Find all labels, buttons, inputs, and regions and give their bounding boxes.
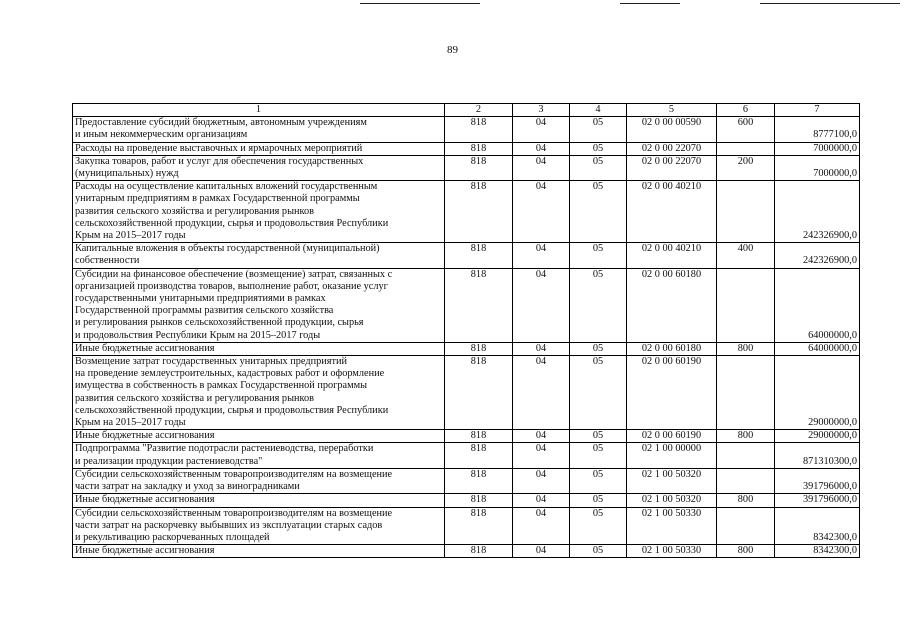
- row-name-line: Субсидии сельскохозяйственным товаропроизводителям на возмещение: [75, 468, 393, 480]
- table-row: [73, 430, 860, 443]
- header-col-3: 3: [513, 104, 570, 117]
- expense-type-cell: [717, 181, 775, 243]
- row-name-line: и иным некоммерческим организациям: [75, 129, 248, 141]
- section-code-cell: 04: [513, 443, 570, 468]
- page-number: 89: [447, 44, 458, 56]
- row-name-line: организацией производства товаров, выполнение работ, оказание услуг: [75, 280, 388, 292]
- section-code-cell: 04: [513, 545, 570, 558]
- row-name-line: Закупка товаров, работ и услуг для обеспечения государственных: [75, 155, 364, 167]
- table-row: [73, 117, 860, 142]
- row-name-line: Субсидии сельскохозяйственным товаропроизводителям на возмещение: [75, 507, 393, 519]
- budget-table: [72, 103, 860, 558]
- row-name-line: Иные бюджетные ассигнования: [75, 342, 215, 354]
- row-name-line: (муниципальных) нужд: [75, 168, 179, 180]
- table-row: [73, 268, 860, 342]
- scan-artifact-line-middle: [620, 3, 680, 4]
- subsection-code-cell: 05: [570, 342, 627, 355]
- expense-type-cell: [717, 507, 775, 545]
- expense-type-cell: 800: [717, 342, 775, 355]
- target-article-cell: 02 0 00 22070: [627, 142, 717, 155]
- row-name-line: развития сельского хозяйства и регулирования рынков: [75, 392, 314, 404]
- subsection-code-cell: 05: [570, 181, 627, 243]
- expense-type-cell: [717, 468, 775, 493]
- row-name-line: Субсидии на финансовое обеспечение (возмещение) затрат, связанных с: [75, 268, 393, 280]
- subsection-code-cell: 05: [570, 142, 627, 155]
- target-article-cell: 02 1 00 50330: [627, 545, 717, 558]
- row-name-line: Крым на 2015–2017 годы: [75, 230, 186, 242]
- row-name-cell: [73, 243, 445, 268]
- admin-code-cell: 818: [445, 443, 513, 468]
- section-code-cell: 04: [513, 430, 570, 443]
- section-code-cell: 04: [513, 494, 570, 507]
- section-code-cell: 04: [513, 117, 570, 142]
- row-name-line: на проведение землеустроительных, кадастровых работ и оформление: [75, 368, 385, 380]
- section-code-cell: 04: [513, 507, 570, 545]
- target-article-cell: 02 0 00 40210: [627, 181, 717, 243]
- section-code-cell: 04: [513, 268, 570, 342]
- target-article-cell: 02 1 00 50330: [627, 507, 717, 545]
- subsection-code-cell: 05: [570, 494, 627, 507]
- header-col-1: 1: [73, 104, 445, 117]
- row-name-cell: [73, 356, 445, 430]
- table-row: [73, 468, 860, 493]
- expense-type-cell: 800: [717, 430, 775, 443]
- row-name-cell: [73, 507, 445, 545]
- row-name-cell: [73, 342, 445, 355]
- subsection-code-cell: 05: [570, 430, 627, 443]
- row-name-line: сельскохозяйственной продукции, сырья и продовольствия Республики: [75, 404, 389, 416]
- table-row: [73, 356, 860, 430]
- section-code-cell: 04: [513, 142, 570, 155]
- row-name-line: Иные бюджетные ассигнования: [75, 430, 215, 442]
- expense-type-cell: 800: [717, 545, 775, 558]
- target-article-cell: 02 1 00 00000: [627, 443, 717, 468]
- row-name-line: и рекультивацию раскорчеванных площадей: [75, 531, 270, 543]
- row-name-line: имущества в собственность в рамках Государственной программы: [75, 380, 368, 392]
- row-name-cell: [73, 494, 445, 507]
- row-name-cell: [73, 155, 445, 180]
- amount-cell: 391796000,0: [775, 468, 860, 493]
- row-name-line: Предоставление субсидий бюджетным, автономным учреждениям: [75, 117, 367, 129]
- table-row: [73, 342, 860, 355]
- expense-type-cell: 200: [717, 155, 775, 180]
- header-col-5: 5: [627, 104, 717, 117]
- subsection-code-cell: 05: [570, 117, 627, 142]
- table-row: [73, 142, 860, 155]
- table-row: [73, 181, 860, 243]
- subsection-code-cell: 05: [570, 268, 627, 342]
- target-article-cell: 02 0 00 60180: [627, 268, 717, 342]
- expense-type-cell: 600: [717, 117, 775, 142]
- amount-cell: 8342300,0: [775, 545, 860, 558]
- subsection-code-cell: 05: [570, 545, 627, 558]
- admin-code-cell: 818: [445, 468, 513, 493]
- amount-cell: 8342300,0: [775, 507, 860, 545]
- row-name-line: Иные бюджетные ассигнования: [75, 494, 215, 506]
- section-code-cell: 04: [513, 181, 570, 243]
- table-row: [73, 545, 860, 558]
- row-name-line: унитарным предприятиям в рамках Государственной программы: [75, 193, 360, 205]
- admin-code-cell: 818: [445, 507, 513, 545]
- section-code-cell: 04: [513, 468, 570, 493]
- amount-cell: 8777100,0: [775, 117, 860, 142]
- row-name-line: государственными унитарными предприятиями в рамках: [75, 293, 326, 305]
- row-name-line: части затрат на раскорчевку выбывших из эксплуатации старых садов: [75, 519, 383, 531]
- admin-code-cell: 818: [445, 142, 513, 155]
- row-name-cell: [73, 117, 445, 142]
- amount-cell: 64000000,0: [775, 342, 860, 355]
- row-name-line: Государственной программы развития сельского хозяйства: [75, 305, 334, 317]
- target-article-cell: 02 1 00 50320: [627, 468, 717, 493]
- row-name-cell: [73, 268, 445, 342]
- admin-code-cell: 818: [445, 342, 513, 355]
- target-article-cell: 02 0 00 22070: [627, 155, 717, 180]
- amount-cell: 7000000,0: [775, 155, 860, 180]
- expense-type-cell: 800: [717, 494, 775, 507]
- row-name-line: и регулирования рынков сельскохозяйственной продукции, сырья: [75, 317, 364, 329]
- row-name-line: и продовольствия Республики Крым на 2015–2017 годы: [75, 329, 321, 341]
- section-code-cell: 04: [513, 243, 570, 268]
- subsection-code-cell: 05: [570, 507, 627, 545]
- admin-code-cell: 818: [445, 356, 513, 430]
- header-col-2: 2: [445, 104, 513, 117]
- subsection-code-cell: 05: [570, 155, 627, 180]
- expense-type-cell: [717, 443, 775, 468]
- amount-cell: 391796000,0: [775, 494, 860, 507]
- target-article-cell: 02 1 00 50320: [627, 494, 717, 507]
- target-article-cell: 02 0 00 60180: [627, 342, 717, 355]
- expense-type-cell: [717, 356, 775, 430]
- amount-cell: 7000000,0: [775, 142, 860, 155]
- row-name-line: Подпрограмма "Развитие подотрасли растениеводства, переработки: [75, 443, 374, 455]
- target-article-cell: 02 0 00 60190: [627, 430, 717, 443]
- scan-artifact-line-right: [760, 3, 900, 4]
- row-name-cell: [73, 142, 445, 155]
- amount-cell: 242326900,0: [775, 181, 860, 243]
- admin-code-cell: 818: [445, 181, 513, 243]
- table-row: [73, 494, 860, 507]
- row-name-line: Расходы на осуществление капитальных вложений государственным: [75, 181, 378, 193]
- table-row: [73, 155, 860, 180]
- admin-code-cell: 818: [445, 155, 513, 180]
- expense-type-cell: [717, 268, 775, 342]
- row-name-cell: [73, 181, 445, 243]
- row-name-line: развития сельского хозяйства и регулирования рынков: [75, 205, 314, 217]
- table-row: [73, 507, 860, 545]
- table-header-row: [73, 104, 860, 117]
- section-code-cell: 04: [513, 356, 570, 430]
- row-name-line: Расходы на проведение выставочных и ярмарочных мероприятий: [75, 142, 363, 154]
- amount-cell: 242326900,0: [775, 243, 860, 268]
- row-name-line: сельскохозяйственной продукции, сырья и продовольствия Республики: [75, 217, 389, 229]
- row-name-line: Иные бюджетные ассигнования: [75, 545, 215, 557]
- target-article-cell: 02 0 00 00590: [627, 117, 717, 142]
- section-code-cell: 04: [513, 155, 570, 180]
- admin-code-cell: 818: [445, 545, 513, 558]
- row-name-line: и реализации продукции растениеводства": [75, 455, 263, 467]
- header-col-7: 7: [775, 104, 860, 117]
- subsection-code-cell: 05: [570, 243, 627, 268]
- table-row: [73, 443, 860, 468]
- amount-cell: 29000000,0: [775, 356, 860, 430]
- scan-artifact-line-left: [360, 3, 480, 4]
- row-name-cell: [73, 443, 445, 468]
- admin-code-cell: 818: [445, 117, 513, 142]
- admin-code-cell: 818: [445, 268, 513, 342]
- target-article-cell: 02 0 00 40210: [627, 243, 717, 268]
- row-name-cell: [73, 430, 445, 443]
- row-name-cell: [73, 468, 445, 493]
- row-name-line: Крым на 2015–2017 годы: [75, 417, 186, 429]
- subsection-code-cell: 05: [570, 356, 627, 430]
- expense-type-cell: 400: [717, 243, 775, 268]
- amount-cell: 871310300,0: [775, 443, 860, 468]
- row-name-line: Капитальные вложения в объекты государственной (муниципальной): [75, 243, 380, 255]
- header-col-6: 6: [717, 104, 775, 117]
- target-article-cell: 02 0 00 60190: [627, 356, 717, 430]
- row-name-cell: [73, 545, 445, 558]
- row-name-line: части затрат на закладку и уход за виноградниками: [75, 481, 300, 493]
- row-name-line: собственности: [75, 255, 140, 267]
- subsection-code-cell: 05: [570, 468, 627, 493]
- row-name-line: Возмещение затрат государственных унитарных предприятий: [75, 356, 348, 368]
- subsection-code-cell: 05: [570, 443, 627, 468]
- section-code-cell: 04: [513, 342, 570, 355]
- amount-cell: 64000000,0: [775, 268, 860, 342]
- table-row: [73, 243, 860, 268]
- expense-type-cell: [717, 142, 775, 155]
- admin-code-cell: 818: [445, 494, 513, 507]
- admin-code-cell: 818: [445, 430, 513, 443]
- admin-code-cell: 818: [445, 243, 513, 268]
- header-col-4: 4: [570, 104, 627, 117]
- amount-cell: 29000000,0: [775, 430, 860, 443]
